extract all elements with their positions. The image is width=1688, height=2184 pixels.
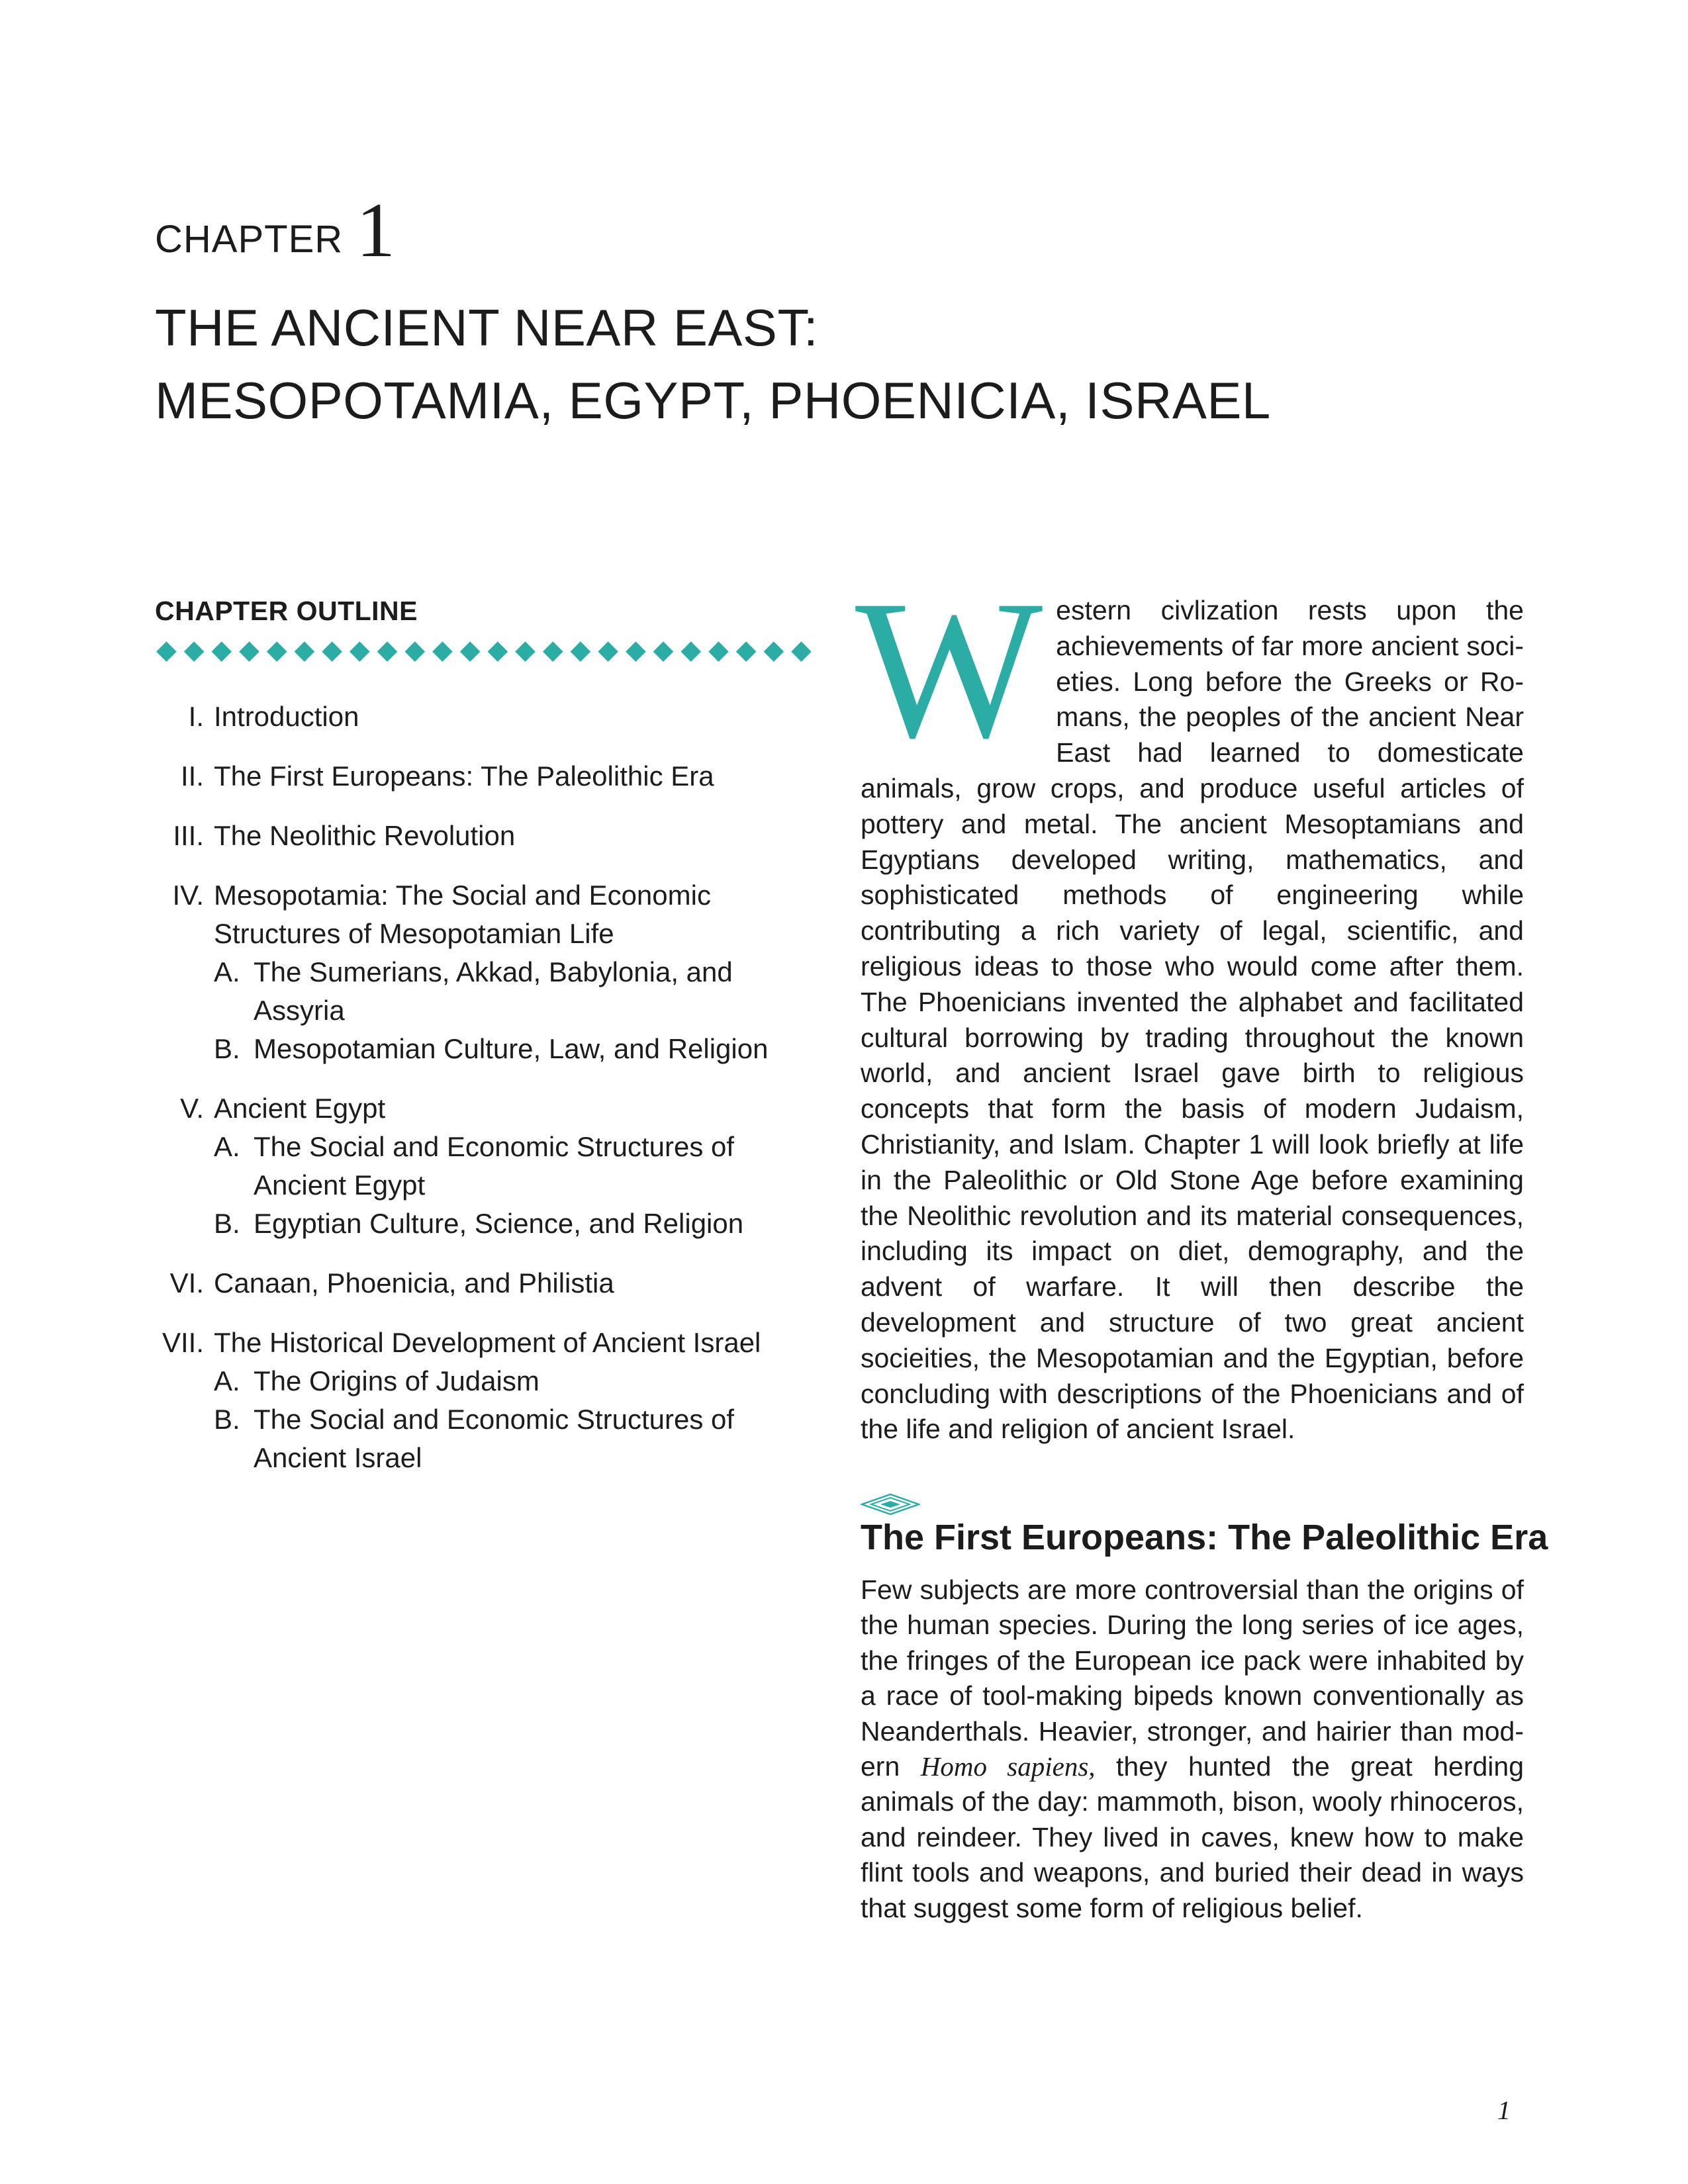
outline-entry (146, 817, 808, 855)
outline-entry (146, 757, 808, 796)
intro-paragraph (855, 559, 1524, 1447)
diamond-icon: ◆ (183, 635, 205, 664)
diamond-icon: ◆ (487, 635, 508, 664)
diamond-icon: ◆ (598, 635, 619, 664)
diamond-icon: ◆ (322, 635, 342, 664)
outline-subentry (214, 1362, 808, 1400)
outline-sub-letter: B. (214, 1208, 240, 1239)
outline-entry-title: Introduction (214, 701, 359, 732)
outline-subentry-title: Mesopotamian Culture, Law, and Religion (254, 1033, 769, 1064)
intro-text: estern civlization rests upon the achievements of far more ancient societies. Long before the Greeks or Romans, the peoples of the ancient Near East had learned to domesticate animals, grow crops, and produce useful articles of pottery and metal. The ancient Mesoptamians and Egyptians developed writing, mathematics, and sophisticated methods of engineering while contributing a rich variety of legal, scientific, and religious ideas to those who would come after them. The Phoenicians invented the alphabet and facilitated cultural borrowing by trading throughout the known world, and ancient Israel gave birth to religious concepts that form the basis of modern Judaism, Christianity, and Islam. Chapter 1 will look briefly at life in the Paleolithic or Old Stone Age before examining the Neolithic revolution and its material consequences, including its impact on diet, demography, and the advent of warfare. It will then describe the development and structure of two great ancient socieities, the Mesopotamian and the Egyptian, before concluding with descriptions of the Phoenicians and of the life and religion of ancient Israel. (861, 595, 1524, 1445)
outline-entry (146, 1264, 808, 1302)
chapter-outline-list (146, 698, 808, 1477)
chapter-number: 1 (356, 187, 397, 273)
outline-subentry (214, 1030, 808, 1068)
outline-subentry-title: Egyptian Culture, Science, and Religion (254, 1208, 744, 1239)
outline-subentry-title: The Sumerians, Akkad, Babylonia, and Assyria (254, 956, 733, 1026)
outline-entry (146, 698, 808, 736)
diamond-icon: ◆ (708, 635, 729, 664)
outline-sub-letter: B. (214, 1033, 240, 1064)
diamond-icon: ◆ (266, 635, 287, 664)
diamond-ornament-row (156, 637, 812, 663)
diamond-icon: ◆ (791, 635, 812, 664)
diamond-icon: ◆ (156, 635, 177, 664)
chapter-word: CHAPTER (155, 218, 344, 261)
outline-subentry (214, 1205, 808, 1243)
outline-numeral: VII. (162, 1327, 204, 1358)
section-ornament-icon (861, 1492, 920, 1516)
outline-numeral: I. (188, 701, 204, 732)
section-body-start: Few subjects are more controversial than the origins of the human species. During the long series of ice ages, the fringes of the European ice pack were inhabited by a race of tool-making bipeds known conventionally as Neanderthals. Heavier, stronger, and hairier than modern (861, 1574, 1524, 1782)
diamond-icon: ◆ (404, 635, 426, 664)
outline-entry (146, 876, 808, 953)
outline-sub-letter: A. (214, 1365, 240, 1396)
outline-entry-title: The Historical Development of Ancient Israel (214, 1327, 761, 1358)
diamond-icon: ◆ (735, 635, 757, 664)
outline-numeral: IV. (172, 880, 204, 911)
section-body (861, 1572, 1524, 1926)
diamond-icon: ◆ (542, 635, 563, 664)
outline-entry (146, 1089, 808, 1128)
diamond-icon: ◆ (377, 635, 398, 664)
outline-entry-title: The First Europeans: The Paleolithic Era (214, 760, 714, 792)
diamond-icon: ◆ (763, 635, 784, 664)
outline-numeral: V. (180, 1093, 204, 1124)
diamond-icon: ◆ (239, 635, 259, 664)
page-number: 1 (1497, 2095, 1511, 2125)
outline-numeral: III. (173, 820, 204, 851)
diamond-icon: ◆ (459, 635, 481, 664)
section-heading: The First Europeans: The Paleolithic Era (861, 1518, 1548, 1557)
diamond-icon: ◆ (680, 635, 702, 664)
drop-cap: W (855, 559, 1043, 779)
diamond-icon: ◆ (211, 635, 232, 664)
chapter-outline-heading: CHAPTER OUTLINE (155, 596, 418, 626)
outline-entry-title: Mesopotamia: The Social and Economic Structures of Mesopotamian Life (214, 880, 711, 949)
diamond-icon: ◆ (653, 635, 674, 664)
outline-numeral: II. (180, 760, 204, 792)
outline-subentry-title: The Origins of Judaism (254, 1365, 539, 1396)
outline-subentry-title: The Social and Economic Structures of Ancient Israel (254, 1404, 735, 1473)
diamond-icon: ◆ (515, 635, 536, 664)
outline-sub-letter: A. (214, 1131, 240, 1162)
diamond-icon: ◆ (625, 635, 646, 664)
diamond-icon: ◆ (294, 635, 315, 664)
outline-sub-letter: B. (214, 1404, 240, 1435)
chapter-label (155, 185, 396, 275)
outline-subentry (214, 1400, 808, 1477)
outline-numeral: VI. (169, 1267, 204, 1298)
diamond-icon: ◆ (570, 635, 591, 664)
outline-entry (146, 1324, 808, 1362)
outline-subentry (214, 953, 808, 1030)
outline-entry-title: The Neolithic Revolution (214, 820, 516, 851)
section-body-end: they hunted the great herding animals of the day: mammoth, bison, wooly rhinoceros, and reindeer. They lived in caves, knew how to make flint tools and weapons, and buried their dead in ways that suggest some form of religious belief. (861, 1751, 1524, 1923)
chapter-title-line-2: MESOPOTAMIA, EGYPT, PHOENICIA, ISRAEL (155, 371, 1271, 430)
outline-subentry-title: The Social and Economic Structures of Ancient Egypt (254, 1131, 735, 1201)
outline-subentry (214, 1128, 808, 1205)
chapter-title-line-1: THE ANCIENT NEAR EAST: (155, 298, 819, 357)
outline-sub-letter: A. (214, 956, 240, 987)
section-body-italic: Homo sapiens, (920, 1751, 1096, 1782)
outline-entry-title: Ancient Egypt (214, 1093, 386, 1124)
diamond-icon: ◆ (349, 635, 370, 664)
outline-entry-title: Canaan, Phoenicia, and Philistia (214, 1267, 614, 1298)
diamond-icon: ◆ (432, 635, 453, 664)
